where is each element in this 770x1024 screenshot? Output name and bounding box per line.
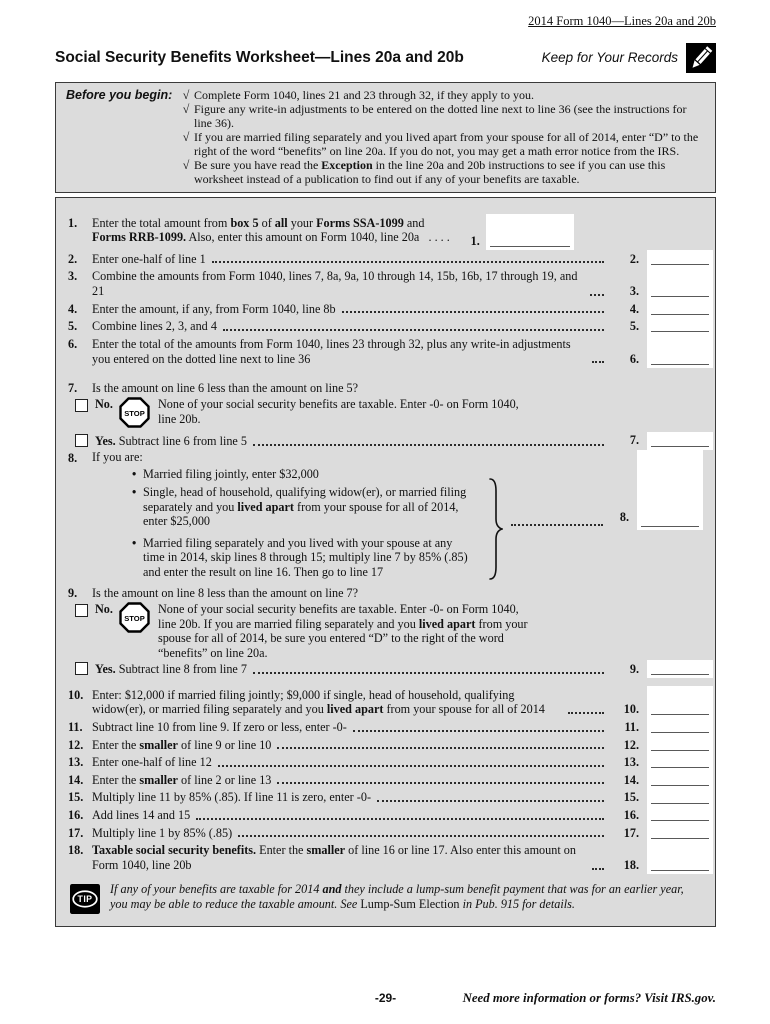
dotted-leader bbox=[223, 329, 604, 331]
keep-for-records-label: Keep for Your Records bbox=[541, 49, 678, 65]
line-7-entry[interactable] bbox=[647, 432, 713, 450]
check-icon: √ bbox=[182, 102, 190, 117]
no-checkbox[interactable] bbox=[75, 399, 88, 412]
line-4-entry[interactable] bbox=[647, 300, 713, 318]
checklist-item: √ Be sure you have read the Exception in the line 20a and 20b instructions to see if you can use this worksheet instead of a publication to find out if any of your benefits are taxable. bbox=[178, 158, 707, 186]
worksheet-line-4: 4. Enter the amount, if any, from Form 1040, line 8b 4. bbox=[56, 300, 713, 318]
worksheet-line-6: 6. Enter the total of the amounts from Form 1040, lines 23 through 32, plus any write-in adjustments you entered on the dotted line next to line 36 6. bbox=[56, 335, 713, 367]
stop-icon bbox=[119, 602, 150, 637]
line-7-no-option: No. STOP None of your social security benefits are taxable. Enter -0- on Form 1040, line 20b. bbox=[75, 397, 713, 432]
worksheet-box bbox=[55, 197, 716, 927]
before-you-begin-label: Before you begin: bbox=[66, 88, 173, 102]
line-7-yes-option: Yes. Subtract line 6 from line 5 7. bbox=[56, 432, 713, 450]
dotted-leader bbox=[377, 800, 604, 802]
bullet-item: • Married filing jointly, enter $32,000 bbox=[132, 467, 319, 482]
page-number: -29- bbox=[374, 990, 397, 1005]
worksheet-line-1: 1. Enter the total amount from box 5 of all your Forms SSA-1099 and Forms RRB-1099. Also, enter this amount on Form 1040, line 20a . . . . 1. bbox=[56, 214, 713, 250]
form-reference: 2014 Form 1040—Lines 20a and 20b bbox=[528, 14, 716, 28]
worksheet-line-5: 5. Combine lines 2, 3, and 4 5. bbox=[56, 318, 713, 336]
dotted-leader bbox=[511, 524, 603, 526]
dotted-leader bbox=[353, 730, 604, 732]
line-15-entry[interactable] bbox=[647, 789, 713, 807]
line-1-entry[interactable] bbox=[486, 214, 574, 250]
line-13-entry[interactable] bbox=[647, 754, 713, 772]
svg-text:TIP: TIP bbox=[77, 894, 93, 905]
worksheet-line-17: 17. Multiply line 1 by 85% (.85) 17. bbox=[56, 824, 713, 842]
worksheet-line-9: 9. Is the amount on line 8 less than the amount on line 7? bbox=[68, 585, 359, 600]
worksheet-line-12: 12. Enter the smaller of line 9 or line 10 12. bbox=[56, 736, 713, 754]
line-17-entry[interactable] bbox=[647, 824, 713, 842]
tip-note: TIP If any of your benefits are taxable for 2014 and they include a lump-sum benefit payment that was for an earlier year, you may be able to reduce the taxable amount. See Lump-Sum Election in Pub. 915 for details. bbox=[70, 882, 713, 918]
dotted-leader bbox=[568, 712, 604, 714]
worksheet-line-18: 18. Taxable social security benefits. Enter the smaller of line 16 or line 17. Also enter this amount on Form 1040, line 20b 18. bbox=[56, 842, 713, 874]
dotted-leader bbox=[277, 747, 604, 749]
dotted-leader bbox=[218, 765, 604, 767]
line-14-entry[interactable] bbox=[647, 771, 713, 789]
check-icon: √ bbox=[182, 130, 190, 145]
worksheet-line-2: 2. Enter one-half of line 1 2. bbox=[56, 250, 713, 268]
line-10-entry[interactable] bbox=[647, 686, 713, 718]
pencil-icon bbox=[686, 43, 716, 73]
worksheet-line-15: 15. Multiply line 11 by 85% (.85). If line 11 is zero, enter -0- 15. bbox=[56, 789, 713, 807]
checklist-item: √ Complete Form 1040, lines 21 and 23 through 32, if they apply to you. bbox=[178, 88, 707, 102]
tip-icon bbox=[70, 884, 100, 918]
worksheet-line-7: 7. Is the amount on line 6 less than the amount on line 5? bbox=[68, 381, 359, 396]
line-11-entry[interactable] bbox=[647, 718, 713, 736]
line-8-entry[interactable] bbox=[637, 450, 703, 530]
line-9-no-option: No. STOP None of your social security benefits are taxable. Enter -0- on Form 1040, line 20b. If you are married filing separately and you lived apart from your spouse for all of 2014, be sure you entered “D” to the right of the word “benefits” on line 20a. bbox=[75, 602, 713, 661]
dotted-leader bbox=[592, 361, 604, 363]
dotted-leader bbox=[342, 311, 604, 313]
dotted-leader bbox=[238, 835, 604, 837]
worksheet-line-14: 14. Enter the smaller of line 2 or line 13 14. bbox=[56, 771, 713, 789]
worksheet-line-11: 11. Subtract line 10 from line 9. If zero or less, enter -0- 11. bbox=[56, 718, 713, 736]
line-6-entry[interactable] bbox=[647, 335, 713, 367]
brace-icon bbox=[487, 477, 503, 585]
stop-icon bbox=[119, 397, 150, 432]
yes-checkbox[interactable] bbox=[75, 662, 88, 675]
dotted-leader bbox=[196, 818, 604, 820]
checklist bbox=[178, 88, 707, 186]
page-footer bbox=[55, 991, 716, 1006]
worksheet-line-13: 13. Enter one-half of line 12 13. bbox=[56, 754, 713, 772]
line-12-entry[interactable] bbox=[647, 736, 713, 754]
checklist-item: √ If you are married filing separately and you lived apart from your spouse for all of 2014, enter “D” to the right of the word “benefits” on line 20a. If you do not, you may get a math error notice from the IRS. bbox=[178, 130, 707, 158]
checklist-item: √ Figure any write-in adjustments to be entered on the dotted line next to line 36 (see the instructions for line 36). bbox=[178, 102, 707, 130]
worksheet-line-3: 3. Combine the amounts from Form 1040, lines 7, 8a, 9a, 10 through 14, 15b, 16b, 17 through 19, and 21 3. bbox=[56, 268, 713, 300]
line-2-entry[interactable] bbox=[647, 250, 713, 268]
line-9-yes-option: Yes. Subtract line 8 from line 7 9. bbox=[56, 660, 713, 678]
line-18-entry[interactable] bbox=[647, 842, 713, 874]
dotted-leader bbox=[592, 868, 604, 870]
dotted-leader bbox=[277, 782, 604, 784]
line-8-options: If you are: • Married filing jointly, enter $32,000 • Single, head of household, qualifying widow(er), or married filing separately and you lived apart from your spouse for all of 2014, enter $25,000 • Married filing separately and you lived with your spouse at any time in 2014, skip lines 8 through 15; multiply line 7 by 85% (.85) and enter the result on line 16. Then go to line 17 bbox=[92, 450, 477, 585]
no-checkbox[interactable] bbox=[75, 604, 88, 617]
svg-text:STOP: STOP bbox=[124, 409, 145, 419]
dotted-leader bbox=[212, 261, 604, 263]
dotted-leader bbox=[590, 294, 604, 296]
worksheet-line-16: 16. Add lines 14 and 15 16. bbox=[56, 807, 713, 825]
dotted-leader bbox=[253, 444, 604, 446]
page-title: Social Security Benefits Worksheet—Lines 20a and 20b bbox=[55, 48, 464, 66]
svg-text:STOP: STOP bbox=[124, 613, 145, 623]
line-5-entry[interactable] bbox=[647, 318, 713, 336]
title-row bbox=[55, 43, 716, 73]
line-3-entry[interactable] bbox=[647, 268, 713, 300]
line-16-entry[interactable] bbox=[647, 807, 713, 825]
dotted-leader bbox=[253, 672, 604, 674]
worksheet-line-10: 10. Enter: $12,000 if married filing jointly; $9,000 if single, head of household, qualifying widow(er), or married filing separately and you lived apart from your spouse for all of 2014 10. bbox=[56, 686, 713, 718]
bullet-item: • Married filing separately and you lived with your spouse at any time in 2014, skip lines 8 through 15; multiply line 7 by 85% (.85) and enter the result on line 16. Then go to line 17 bbox=[132, 535, 468, 580]
check-icon: √ bbox=[182, 158, 190, 173]
line-9-entry[interactable] bbox=[647, 660, 713, 678]
worksheet-line-8: 8. If you are: • Married filing jointly, enter $32,000 • Single, head of household, qualifying widow(er), or married filing separately and you lived apart from your spouse for all of 2014, enter $25,000 • Married filing separately and you lived with your spouse at any time in 2014, skip lines 8 through 15; multiply line 7 by 85% (.85) and enter the result on line 16. Then go to line 17 8. bbox=[56, 450, 713, 585]
bullet-item: • Single, head of household, qualifying widow(er), or married filing separately and you lived apart from your spouse for all of 2014, enter $25,000 bbox=[132, 484, 467, 529]
before-you-begin-box bbox=[55, 82, 716, 193]
footer-note: Need more information or forms? Visit IRS.gov. bbox=[462, 990, 716, 1005]
check-icon: √ bbox=[182, 88, 190, 102]
yes-checkbox[interactable] bbox=[75, 434, 88, 447]
